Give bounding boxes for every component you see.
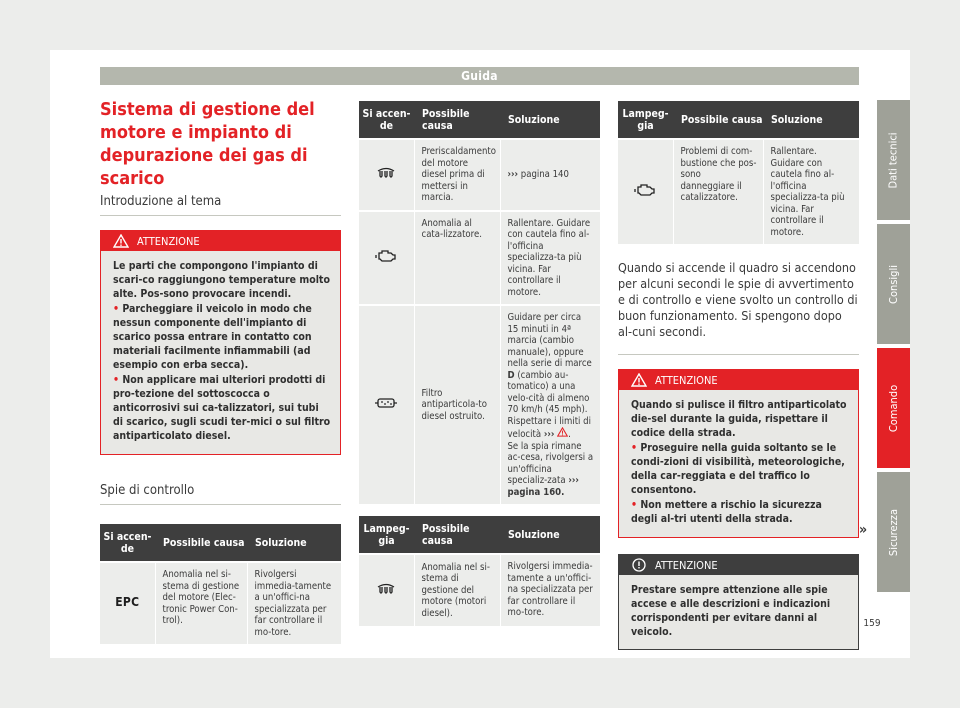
- solution-cell: Guidare per circa 15 minuti in 4ª marcia (cambio manuale), oppure nella serie di marce D (cambio au-tomatico) a una velo-cità di almeno 70 km/h (45 mph). Rispettare i limiti di velocità ››› . Se la spia rimane ac-cesa, rivolgersi a un'officina specializ-zata ››› pagina 160.: [500, 305, 600, 504]
- column-middle: [359, 101, 600, 626]
- warning-body: [619, 390, 858, 537]
- column-right: [618, 101, 859, 650]
- particulate-filter-icon: [375, 396, 397, 410]
- warning-label: ATTENZIONE: [137, 234, 200, 248]
- solution-cell: Rivolgersi immedia-tamente a un'offici-na specializzata per far controllare il mo-tore.: [247, 562, 341, 644]
- column-header: Soluzione: [500, 101, 600, 139]
- table-row: [359, 211, 600, 306]
- epc-icon: EPC: [115, 595, 140, 610]
- notice-header: [619, 555, 858, 575]
- warning-triangle-icon: [113, 234, 129, 248]
- section-heading: Spie di controllo: [100, 483, 341, 505]
- warning-intro: Quando si pulisce il filtro antiparticolato die-sel durante la guida, rispettare il codice della strada.: [631, 399, 847, 439]
- warning-bullet: • Non applicare mai ulteriori prodotti di pro-tezione del sottoscocca o anticorrosivi sui ca-talizzatori, sui tubi di scarico, sugli scudi ter-mici o sul filtro antiparticolato diesel.: [113, 374, 331, 442]
- cause-cell: Preriscaldamento del motore diesel prima di mettersi in marcia.: [414, 139, 500, 211]
- cause-cell: Anomalia nel si-stema di gestione del motore (Elec-tronic Power Con-trol).: [155, 562, 247, 644]
- cause-cell: Problemi di com-bustione che pos-sono danneggiare il catalizzatore.: [673, 139, 763, 244]
- solution-cell: ››› pagina 140: [500, 139, 600, 211]
- indicator-table: [100, 524, 341, 644]
- warning-bullet: • Parcheggiare il veicolo in modo che nessun componente dell'impianto di scarico possa entrare in contatto con materiali facilmente infiammabili (ad esempio con erba secca).: [113, 303, 312, 371]
- warning-body: [101, 251, 340, 454]
- column-header: Possibile causa: [673, 101, 763, 139]
- column-header: Lampeg-gia: [359, 516, 414, 554]
- page-title: Sistema di gestione del motore e impianto di depurazione dei gas di scarico: [100, 99, 315, 189]
- table-row: [618, 139, 859, 244]
- page-number: 159: [863, 618, 881, 629]
- warning-label: ATTENZIONE: [655, 373, 718, 387]
- body-paragraph: Quando si accende il quadro si accendono per alcuni secondi le spie di avvertimento e di controllo e viene svolto un controllo di buon funzionamento. Si spengono dopo al-cuni secondi.: [618, 260, 859, 355]
- engine-icon: [634, 183, 656, 197]
- column-left: [100, 98, 341, 644]
- continue-marker: »: [859, 522, 868, 538]
- column-header: Soluzione: [763, 101, 859, 139]
- glow-plug-icon: [376, 167, 396, 179]
- indicator-table: [359, 516, 600, 626]
- column-header: Si accen-de: [100, 524, 155, 562]
- warning-header: [619, 370, 858, 390]
- page-reference-link[interactable]: pagina 140: [520, 169, 569, 180]
- solution-cell: Rallentare. Guidare con cautela fino al-l'officina specializza-ta più vicina. Far controllare il motore.: [763, 139, 859, 244]
- column-header: Possibile causa: [155, 524, 247, 562]
- column-header: Si accen-de: [359, 101, 414, 139]
- engine-icon: [375, 249, 397, 263]
- tab-dati-tecnici[interactable]: Dati tecnici: [877, 100, 910, 220]
- column-header: Possibile causa: [414, 101, 500, 139]
- cause-cell: Anomalia al cata-lizzatore.: [414, 211, 500, 306]
- table-row: [359, 554, 600, 626]
- page-reference-link[interactable]: pagina 160.: [507, 486, 565, 498]
- table-row: [359, 305, 600, 504]
- notice-label: ATTENZIONE: [655, 558, 718, 572]
- chapter-header: Guida: [100, 67, 859, 85]
- indicator-table: [618, 101, 859, 244]
- column-header: Soluzione: [247, 524, 341, 562]
- table-row: [359, 139, 600, 211]
- notice-body: Prestare sempre attenzione alle spie accese e alle descrizioni e indicazioni corrispondenti per evitare danni al veicolo.: [619, 575, 858, 649]
- tab-comando[interactable]: Comando: [877, 348, 910, 468]
- solution-cell: Rivolgersi immedia-tamente a un'offici-na specializzata per far controllare il mo-tore.: [500, 554, 600, 626]
- warning-header: [101, 231, 340, 251]
- cause-cell: Anomalia nel si-stema di gestione del motore (motori diesel).: [414, 554, 500, 626]
- notice-box: [618, 554, 859, 650]
- tab-consigli[interactable]: Consigli: [877, 224, 910, 344]
- column-header: Soluzione: [500, 516, 600, 554]
- warning-bullet: • Non mettere a rischio la sicurezza degli al-tri utenti della strada.: [631, 499, 822, 525]
- tab-sicurezza[interactable]: Sicurezza: [877, 472, 910, 592]
- cause-cell: Filtro antiparticola-to diesel ostruito.: [414, 305, 500, 504]
- indicator-table: [359, 101, 600, 504]
- solution-cell: Rallentare. Guidare con cautela fino al-l'officina specializza-ta più vicina. Far controllare il motore.: [500, 211, 600, 306]
- warning-intro: Le parti che compongono l'impianto di scari-co raggiungono temperature molto alte. Pos-sono provocare incendi.: [113, 260, 330, 300]
- column-header: Lampeg-gia: [618, 101, 673, 139]
- warning-triangle-icon: [631, 373, 647, 387]
- info-circle-icon: [631, 558, 647, 572]
- warning-triangle-icon: [557, 427, 568, 437]
- warning-box: [100, 230, 341, 455]
- warning-bullet: • Proseguire nella guida soltanto se le condi-zioni di visibilità, meteorologiche, della car-reggiata e del traffico lo consentono.: [631, 442, 845, 496]
- column-header: Possibile causa: [414, 516, 500, 554]
- table-row: [100, 562, 341, 644]
- glow-plug-icon: [376, 583, 396, 595]
- section-subtitle: Introduzione al tema: [100, 194, 341, 216]
- warning-box: [618, 369, 859, 538]
